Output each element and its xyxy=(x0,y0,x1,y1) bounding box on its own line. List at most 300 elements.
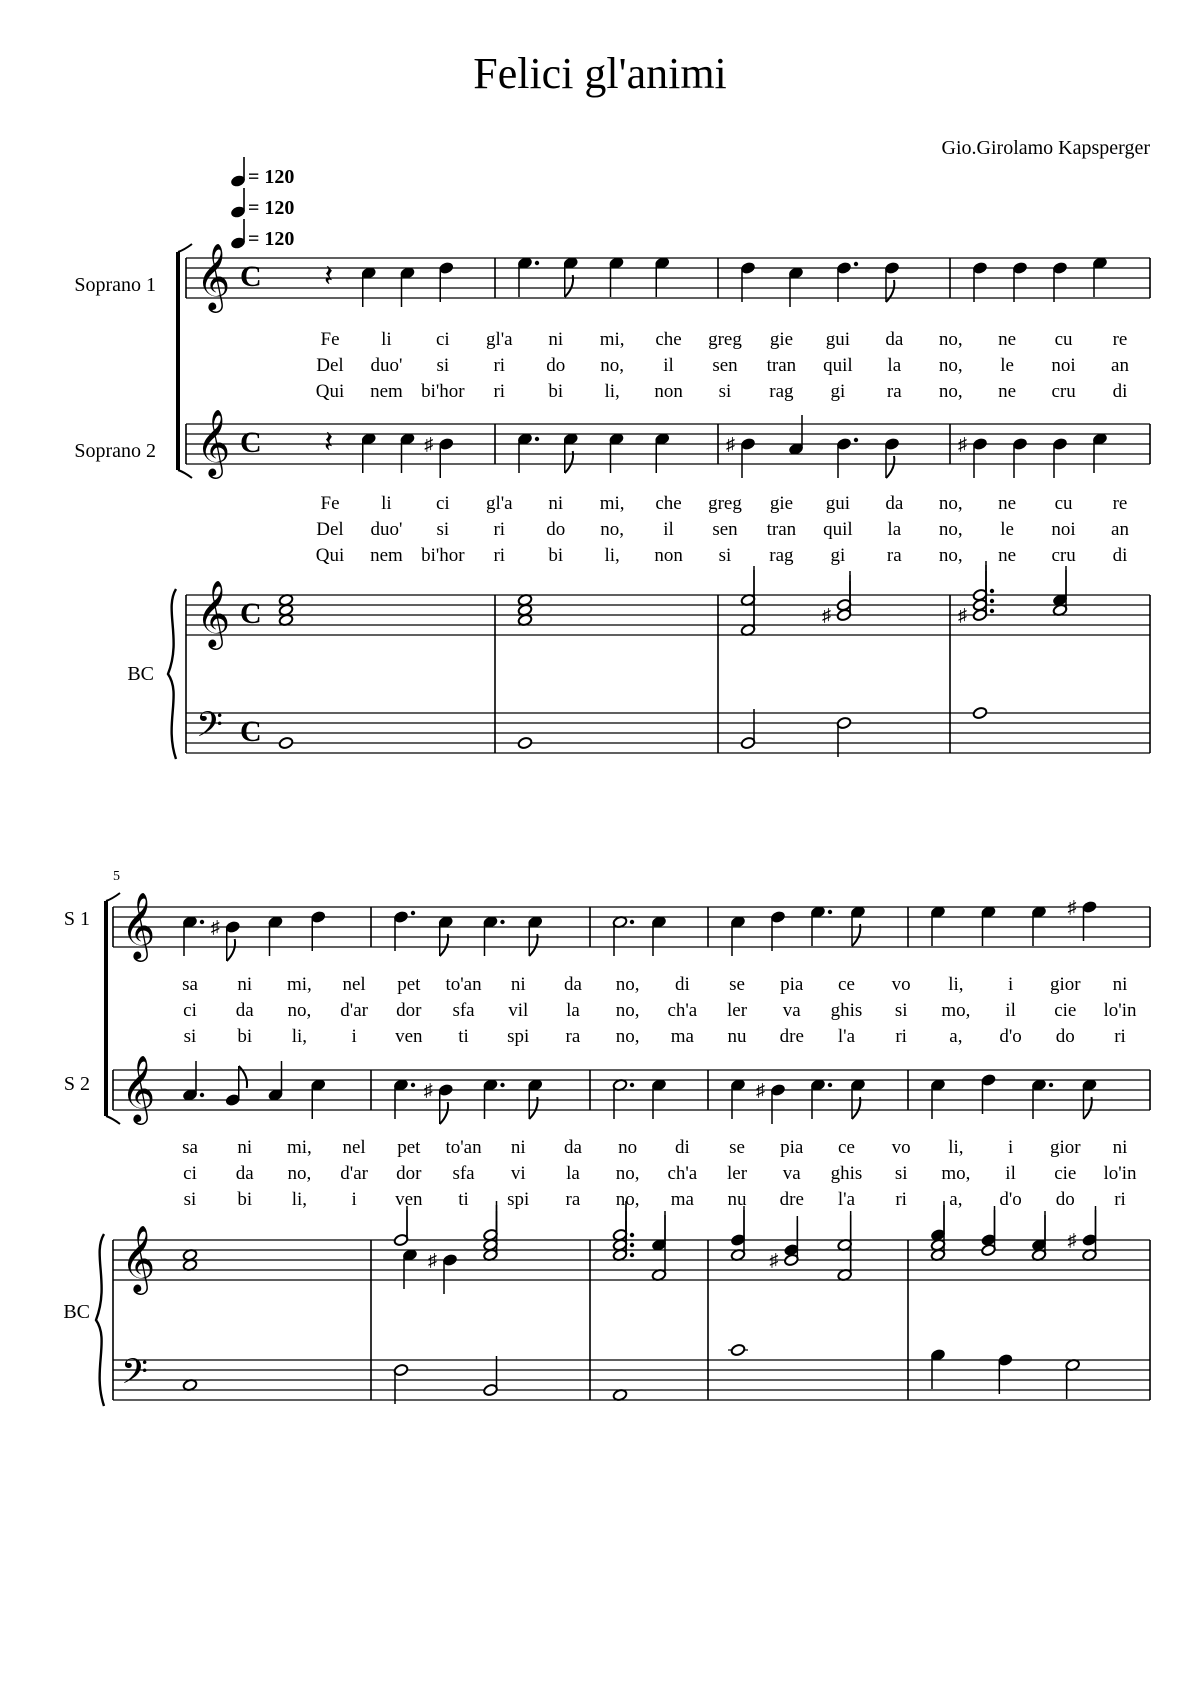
lyric-syllable: pet xyxy=(397,974,421,995)
sharp-icon: ♯ xyxy=(423,1080,433,1100)
note xyxy=(609,256,624,297)
lyrics-soprano-1-verse-2 xyxy=(183,1000,1137,1021)
tempo-marking-3 xyxy=(230,219,295,250)
note xyxy=(1031,905,1046,946)
chord xyxy=(517,593,532,626)
lyric-syllable: no, xyxy=(287,1000,312,1021)
lyric-syllable: no, xyxy=(615,974,640,995)
note xyxy=(930,1348,945,1389)
lyric-syllable: nem xyxy=(370,545,403,566)
note xyxy=(930,905,945,946)
lyric-syllable: si xyxy=(894,1000,908,1021)
lyric-syllable: no, xyxy=(938,381,963,402)
chord xyxy=(981,1206,996,1257)
note xyxy=(528,1078,543,1119)
lyric-syllable: le xyxy=(1000,355,1015,376)
lyric-syllable: ven xyxy=(395,1026,423,1047)
note xyxy=(483,915,505,956)
lyric-syllable: bi xyxy=(237,1189,253,1210)
lyric-syllable: le xyxy=(1000,519,1015,540)
lyrics-soprano-1-verse-1 xyxy=(182,974,1127,995)
lyrics-soprano-1-verse-2 xyxy=(316,355,1129,376)
lyric-syllable: spi xyxy=(507,1189,530,1210)
lyric-syllable: di xyxy=(674,1137,690,1158)
lyric-syllable: ci xyxy=(183,1163,197,1184)
note xyxy=(311,1078,326,1119)
measure-number: 5 xyxy=(113,869,120,884)
lyrics-soprano-2-verse-2 xyxy=(316,519,1129,540)
lyric-syllable: bi'hor xyxy=(421,381,465,402)
lyric-syllable: do xyxy=(1055,1189,1075,1210)
lyric-syllable: da xyxy=(235,1163,254,1184)
tempo-marking-2 xyxy=(230,188,295,219)
note xyxy=(788,266,803,307)
lyric-syllable: ch'a xyxy=(667,1163,698,1184)
lyric-syllable: gior xyxy=(1049,974,1081,995)
note xyxy=(393,1363,408,1404)
lyric-syllable: mi, xyxy=(599,329,625,350)
lyric-syllable: spi xyxy=(507,1026,530,1047)
lyric-syllable: di xyxy=(1112,545,1128,566)
lyric-syllable: ra xyxy=(565,1189,581,1210)
lyric-syllable: cu xyxy=(1054,493,1073,514)
lyric-syllable: dre xyxy=(779,1189,804,1210)
note xyxy=(438,915,453,956)
sharp-icon: ♯ xyxy=(769,1250,779,1270)
note xyxy=(884,437,899,478)
lyric-syllable: ni xyxy=(510,1137,526,1158)
lyric-syllable: sen xyxy=(712,355,738,376)
lyric-syllable: an xyxy=(1111,355,1129,376)
instrument-name-soprano-1: Soprano 1 xyxy=(74,274,156,296)
quarter-rest-icon: 𝄽 xyxy=(324,260,334,293)
time-signature: C xyxy=(240,426,262,459)
sharp-icon: ♯ xyxy=(1067,897,1077,917)
chord xyxy=(930,1201,945,1262)
lyric-syllable: noi xyxy=(1051,355,1076,376)
instrument-name-s1-short: S 1 xyxy=(63,908,90,930)
chord xyxy=(483,1201,498,1262)
lyric-syllable: ri xyxy=(895,1189,907,1210)
treble-clef-icon: 𝄞 xyxy=(196,581,231,646)
lyric-syllable: ven xyxy=(395,1189,423,1210)
lyric-syllable: ci xyxy=(435,329,450,350)
lyric-syllable: li xyxy=(381,329,392,350)
lyric-syllable: che xyxy=(655,329,682,350)
note xyxy=(788,415,803,456)
note xyxy=(483,1078,505,1119)
lyric-syllable: mi, xyxy=(287,1137,312,1158)
note xyxy=(651,915,666,956)
lyric-syllable: no, xyxy=(600,519,625,540)
lyric-syllable: tran xyxy=(766,519,797,540)
lyric-syllable: no, xyxy=(938,355,963,376)
note xyxy=(428,1250,458,1294)
note xyxy=(972,261,987,302)
note xyxy=(393,1078,415,1119)
note xyxy=(1082,1078,1097,1119)
lyric-syllable: va xyxy=(782,1000,801,1021)
lyric-syllable: non xyxy=(654,545,683,566)
lyric-syllable: cu xyxy=(1054,329,1073,350)
lyric-syllable: no, xyxy=(600,355,625,376)
lyric-syllable: non xyxy=(654,381,683,402)
lyric-syllable: greg xyxy=(708,493,742,514)
lyric-syllable: ri xyxy=(493,545,506,566)
lyric-syllable: si xyxy=(894,1163,908,1184)
lyric-syllable: li, xyxy=(948,1137,964,1158)
treble-clef-icon: 𝄞 xyxy=(196,244,231,309)
lyric-syllable: nel xyxy=(342,974,366,995)
note xyxy=(730,915,745,956)
lyric-syllable: ni xyxy=(548,329,564,350)
lyric-syllable: i xyxy=(1007,1137,1014,1158)
time-signature: C xyxy=(240,260,262,293)
instrument-name-soprano-2: Soprano 2 xyxy=(74,440,156,462)
lyric-syllable: di xyxy=(674,974,690,995)
lyric-syllable: Fe xyxy=(320,493,340,514)
lyric-syllable: mi, xyxy=(287,974,312,995)
brace-icon xyxy=(96,1234,104,1406)
sharp-icon: ♯ xyxy=(1067,1230,1077,1250)
lyric-syllable: gi xyxy=(830,545,846,566)
time-signature: C xyxy=(240,715,262,748)
note xyxy=(998,1353,1013,1394)
sharp-icon: ♯ xyxy=(210,917,220,937)
lyric-syllable: ce xyxy=(838,1137,855,1158)
note xyxy=(810,1078,832,1119)
lyrics-soprano-2-verse-1 xyxy=(182,1137,1127,1158)
lyric-syllable: no, xyxy=(615,1163,640,1184)
lyric-syllable: gui xyxy=(825,493,850,514)
note xyxy=(609,432,624,473)
lyric-syllable: gui xyxy=(825,329,850,350)
treble-clef-icon: 𝄞 xyxy=(121,1056,156,1121)
lyric-syllable: vil xyxy=(508,1000,529,1021)
lyric-syllable: to'an xyxy=(445,1137,482,1158)
chord xyxy=(822,571,852,625)
note xyxy=(655,432,670,473)
lyric-syllable: gl'a xyxy=(485,329,513,350)
lyric-syllable: li, xyxy=(291,1026,308,1047)
note xyxy=(517,736,532,749)
lyric-syllable: il xyxy=(663,519,674,540)
lyric-syllable: ni xyxy=(548,493,564,514)
lyric-syllable: ler xyxy=(727,1000,748,1021)
piece-title: Felici gl'animi xyxy=(473,49,727,98)
lyric-syllable: sfa xyxy=(452,1000,475,1021)
sharp-icon: ♯ xyxy=(428,1250,437,1270)
lyric-syllable: no, xyxy=(615,1189,640,1210)
lyric-syllable: i xyxy=(1007,974,1014,995)
instrument-name-s2-short: S 2 xyxy=(63,1073,90,1095)
lyric-syllable: i xyxy=(351,1189,357,1210)
note xyxy=(1092,432,1107,473)
lyric-syllable: quil xyxy=(823,519,853,540)
note xyxy=(361,266,376,307)
note xyxy=(981,905,996,946)
sharp-icon: ♯ xyxy=(726,434,735,454)
lyric-syllable: mo, xyxy=(941,1000,971,1021)
lyric-syllable: il xyxy=(663,355,674,376)
note xyxy=(402,1248,417,1289)
note xyxy=(651,1078,666,1119)
lyric-syllable: vo xyxy=(891,1137,911,1158)
lyric-syllable: ti xyxy=(458,1189,469,1210)
lyric-syllable: gi xyxy=(830,381,846,402)
lyric-syllable: an xyxy=(1111,519,1129,540)
note xyxy=(424,434,454,478)
note xyxy=(770,910,785,951)
note xyxy=(278,736,293,749)
music-notation xyxy=(96,244,1150,1406)
lyric-syllable: ni xyxy=(1112,974,1128,995)
instruments-bc-short: BC xyxy=(63,1301,90,1323)
bass-clef-icon: 𝄢 xyxy=(196,707,224,753)
lyrics-soprano-1-verse-1 xyxy=(321,329,1128,350)
lyric-syllable: pia xyxy=(780,1137,804,1158)
note xyxy=(517,256,539,297)
note xyxy=(1092,256,1107,297)
lyric-syllable: bi'hor xyxy=(421,545,465,566)
lyric-syllable: rag xyxy=(769,545,794,566)
lyric-syllable: ler xyxy=(727,1163,748,1184)
lyric-syllable: il xyxy=(1005,1163,1016,1184)
lyric-syllable: ra xyxy=(886,545,902,566)
chord xyxy=(1068,1206,1098,1262)
lyric-syllable: no, xyxy=(287,1163,312,1184)
lyric-syllable: si xyxy=(183,1189,197,1210)
lyric-syllable: vo xyxy=(891,974,911,995)
lyric-syllable: va xyxy=(782,1163,801,1184)
chord xyxy=(730,1206,745,1262)
staff-bc-treble xyxy=(186,595,1150,635)
lyric-syllable: che xyxy=(655,493,682,514)
lyrics-soprano-2-verse-3 xyxy=(184,1189,1126,1210)
lyric-syllable: si xyxy=(436,519,450,540)
svg-text:= 120: = 120 xyxy=(248,197,295,219)
lyric-syllable: gior xyxy=(1049,1137,1081,1158)
lyric-syllable: do xyxy=(546,519,566,540)
lyric-syllable: no, xyxy=(615,1000,640,1021)
lyric-syllable: da xyxy=(235,1000,254,1021)
lyric-syllable: ni xyxy=(510,974,526,995)
note xyxy=(740,261,755,302)
lyric-syllable: do xyxy=(546,355,566,376)
note xyxy=(930,1078,945,1119)
lyric-syllable: da xyxy=(563,974,582,995)
lyric-syllable: li, xyxy=(291,1189,308,1210)
lyric-syllable: ne xyxy=(998,493,1017,514)
note xyxy=(958,434,988,478)
lyric-syllable: ri xyxy=(493,355,506,376)
note xyxy=(1052,261,1067,302)
lyric-syllable: ri xyxy=(1114,1189,1126,1210)
lyric-syllable: duo' xyxy=(370,355,403,376)
note xyxy=(836,716,851,757)
lyrics-soprano-2-verse-1 xyxy=(321,493,1128,514)
lyric-syllable: lo'in xyxy=(1103,1163,1137,1184)
lyric-syllable: rag xyxy=(769,381,794,402)
lyric-syllable: se xyxy=(729,974,745,995)
treble-clef-icon: 𝄞 xyxy=(196,410,231,475)
lyric-syllable: sfa xyxy=(452,1163,475,1184)
lyric-syllable: noi xyxy=(1051,519,1076,540)
lyric-syllable: ri xyxy=(493,519,506,540)
lyric-syllable: si xyxy=(718,381,732,402)
lyric-syllable: Fe xyxy=(320,329,340,350)
treble-clef-icon: 𝄞 xyxy=(121,893,156,958)
lyric-syllable: ne xyxy=(998,545,1017,566)
sharp-icon: ♯ xyxy=(822,605,831,625)
note xyxy=(1068,897,1098,941)
lyrics-soprano-1-verse-3 xyxy=(184,1026,1126,1047)
lyric-syllable: no, xyxy=(938,545,963,566)
lyric-syllable: la xyxy=(566,1163,580,1184)
note xyxy=(268,1061,283,1102)
note xyxy=(1052,437,1067,478)
note xyxy=(730,1078,745,1119)
lyric-syllable: ri xyxy=(493,381,506,402)
lyric-syllable: nu xyxy=(727,1189,747,1210)
lyric-syllable: a, xyxy=(949,1026,963,1047)
lyric-syllable: dor xyxy=(396,1000,422,1021)
chord xyxy=(612,1201,634,1262)
lyric-syllable: mi, xyxy=(599,493,625,514)
lyric-syllable: ce xyxy=(838,974,855,995)
lyric-syllable: mo, xyxy=(941,1163,971,1184)
lyric-syllable: gie xyxy=(769,329,794,350)
staff-bc-bass xyxy=(113,1360,1150,1400)
lyric-syllable: ni xyxy=(237,974,253,995)
lyric-syllable: pet xyxy=(397,1137,421,1158)
lyric-syllable: bi xyxy=(548,381,564,402)
chord xyxy=(837,1211,852,1282)
sharp-icon: ♯ xyxy=(756,1080,765,1100)
lyric-syllable: sa xyxy=(182,1137,198,1158)
lyric-syllable: no, xyxy=(615,1026,640,1047)
bass-clef-icon: 𝄢 xyxy=(121,1354,149,1400)
lyric-syllable: ni xyxy=(237,1137,253,1158)
note xyxy=(1068,1206,1098,1250)
note xyxy=(400,266,415,307)
chord xyxy=(740,566,755,637)
chord xyxy=(278,593,293,626)
sharp-icon: ♯ xyxy=(958,605,967,625)
lyric-syllable: duo' xyxy=(370,519,403,540)
lyric-syllable: cru xyxy=(1051,545,1076,566)
note xyxy=(211,917,241,961)
lyric-syllable: se xyxy=(729,1137,745,1158)
note xyxy=(612,1078,634,1119)
note xyxy=(1012,437,1027,478)
lyric-syllable: gl'a xyxy=(485,493,513,514)
note xyxy=(528,915,543,956)
note xyxy=(740,709,755,750)
note xyxy=(726,434,756,478)
lyric-syllable: da xyxy=(885,493,904,514)
note xyxy=(728,1343,748,1356)
lyrics-soprano-2-verse-2 xyxy=(183,1163,1137,1184)
lyric-syllable: nel xyxy=(342,1137,366,1158)
note xyxy=(182,1061,204,1102)
lyric-syllable: ra xyxy=(565,1026,581,1047)
lyric-syllable: do xyxy=(1055,1026,1075,1047)
lyric-syllable: il xyxy=(1005,1000,1016,1021)
instrument-name-bc: BC xyxy=(127,663,154,685)
staff-soprano-2 xyxy=(113,1070,1150,1110)
note xyxy=(439,261,454,302)
note xyxy=(1031,1078,1053,1119)
lyric-syllable: l'a xyxy=(837,1189,856,1210)
lyric-syllable: i xyxy=(351,1026,357,1047)
note xyxy=(981,1073,996,1114)
lyric-syllable: ra xyxy=(886,381,902,402)
note xyxy=(563,432,578,473)
lyric-syllable: ni xyxy=(1112,1137,1128,1158)
note xyxy=(268,915,283,956)
lyric-syllable: nu xyxy=(727,1026,747,1047)
lyric-syllable: ti xyxy=(458,1026,469,1047)
lyric-syllable: ghis xyxy=(830,1000,863,1021)
lyric-syllable: d'o xyxy=(999,1026,1022,1047)
lyric-syllable: si xyxy=(183,1026,197,1047)
note xyxy=(884,261,899,302)
composer-name: Gio.Girolamo Kapsperger xyxy=(941,137,1150,159)
tempo-marking-1 xyxy=(230,157,295,188)
bracket-hook-icon xyxy=(178,244,192,478)
lyric-syllable: ne xyxy=(998,329,1017,350)
note xyxy=(361,432,376,473)
lyric-syllable: ri xyxy=(1114,1026,1126,1047)
svg-text:= 120: = 120 xyxy=(248,228,295,250)
chord xyxy=(393,1206,408,1247)
lyric-syllable: da xyxy=(885,329,904,350)
note xyxy=(850,905,865,946)
note xyxy=(1012,261,1027,302)
lyric-syllable: Qui xyxy=(315,381,345,402)
sharp-icon: ♯ xyxy=(958,434,967,454)
lyric-syllable: d'ar xyxy=(340,1000,368,1021)
note xyxy=(756,1080,786,1124)
note xyxy=(612,915,634,956)
lyric-syllable: no xyxy=(618,1137,638,1158)
lyric-syllable: la xyxy=(887,519,902,540)
lyric-syllable: gie xyxy=(769,493,794,514)
note xyxy=(655,256,670,297)
lyric-syllable: ghis xyxy=(830,1163,863,1184)
lyric-syllable: l'a xyxy=(837,1026,856,1047)
lyric-syllable: to'an xyxy=(445,974,482,995)
lyric-syllable: quil xyxy=(823,355,853,376)
staff-bc-bass xyxy=(186,713,1150,753)
lyric-syllable: Del xyxy=(316,519,344,540)
lyric-syllable: ci xyxy=(435,493,450,514)
note xyxy=(400,432,415,473)
lyric-syllable: la xyxy=(887,355,902,376)
lyric-syllable: lo'in xyxy=(1103,1000,1137,1021)
lyric-syllable: li, xyxy=(604,381,620,402)
lyric-syllable: si xyxy=(718,545,732,566)
lyric-syllable: greg xyxy=(708,329,742,350)
chord xyxy=(651,1211,666,1282)
lyric-syllable: ma xyxy=(670,1189,694,1210)
lyric-syllable: Qui xyxy=(315,545,345,566)
note xyxy=(563,256,578,297)
note xyxy=(850,1078,865,1119)
lyric-syllable: bi xyxy=(237,1026,253,1047)
lyrics-soprano-1-verse-3 xyxy=(316,381,1128,402)
